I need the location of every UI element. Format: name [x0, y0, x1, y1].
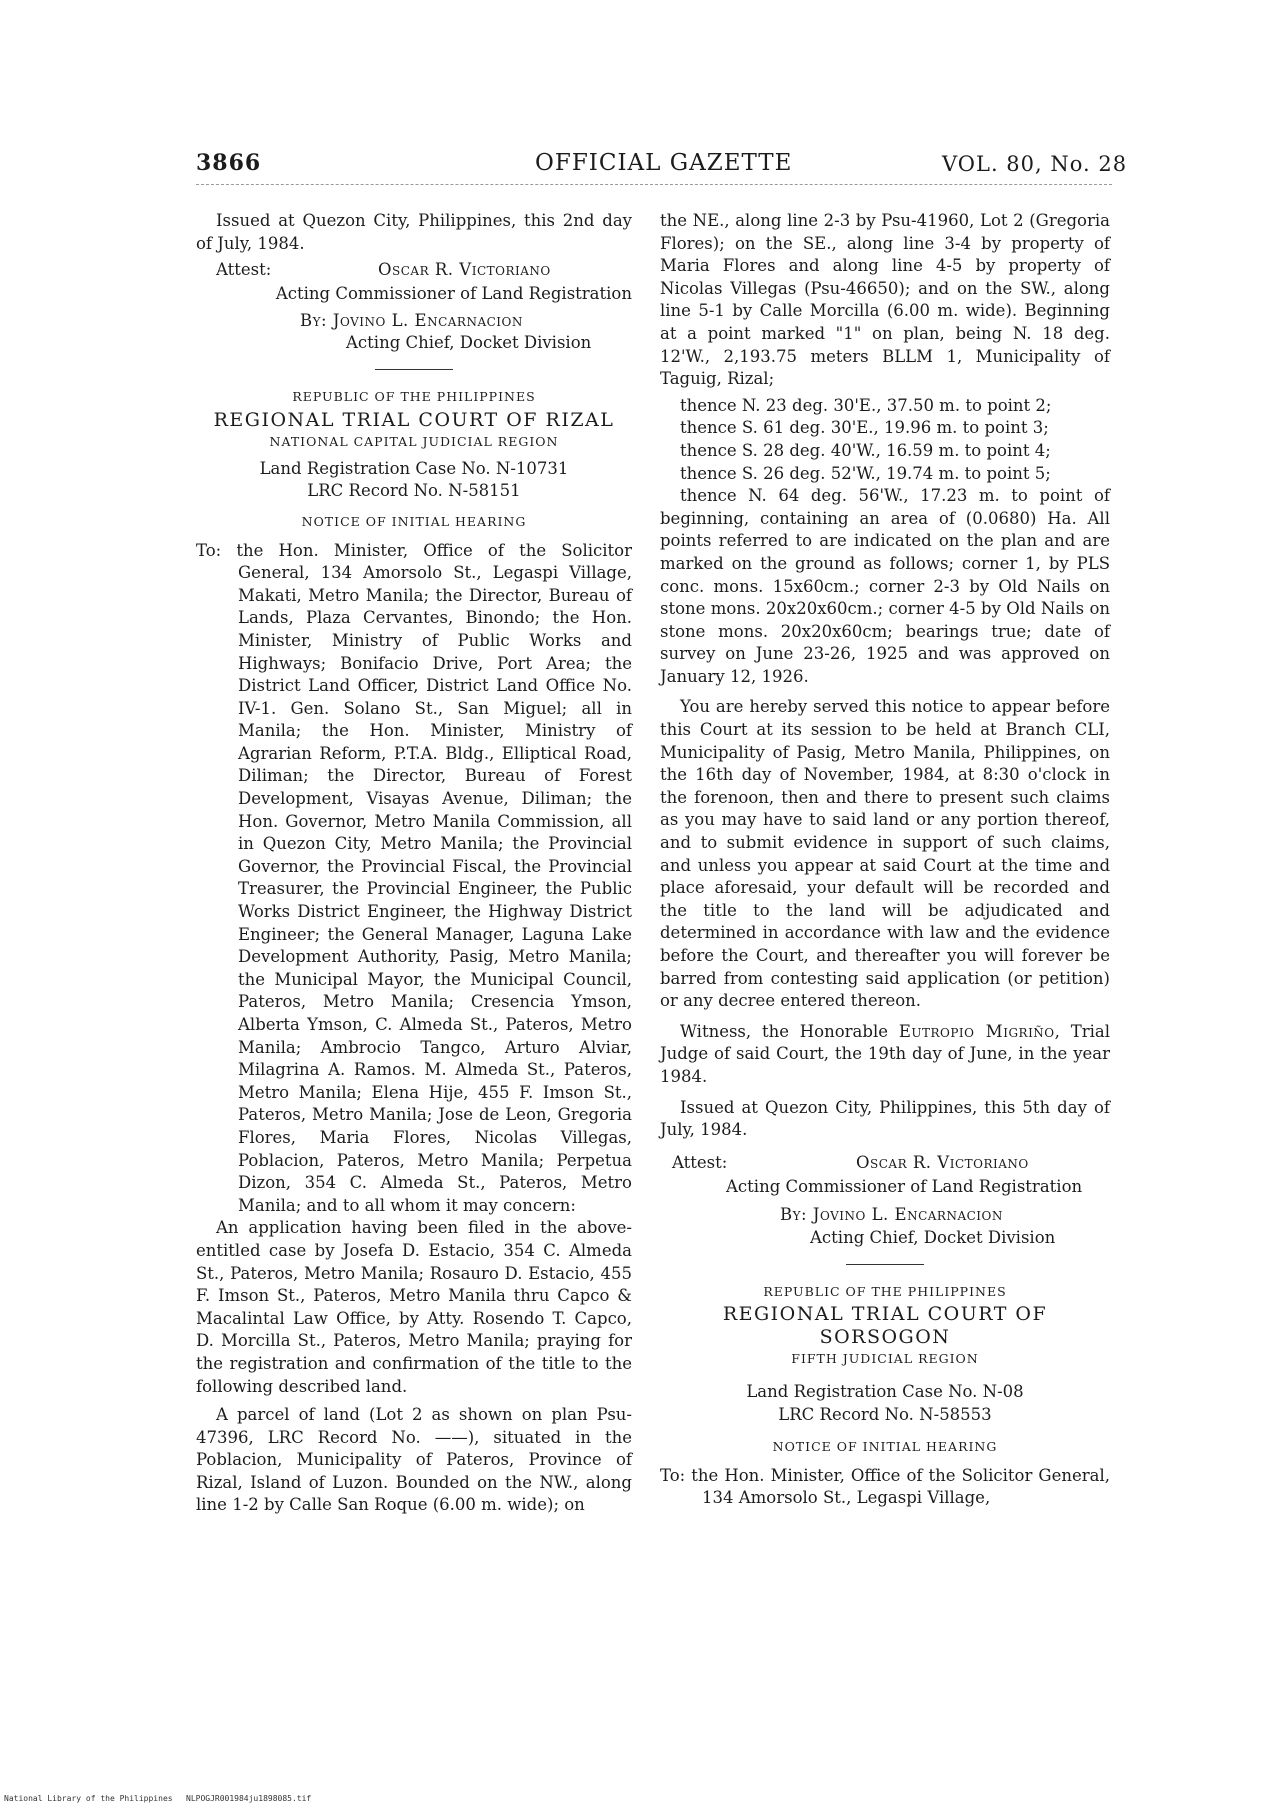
attest-title: Acting Commissioner of Land Registration	[275, 284, 632, 304]
to-paragraph: To: the Hon. Minister, Office of the Solicitor General, 134 Amorsolo St., Legaspi Village,	[660, 1465, 1110, 1508]
page-number: 3866	[196, 150, 262, 176]
lrc-record: LRC Record No. N-58553	[778, 1404, 992, 1424]
by-line: By: Jovino L. Encarnacion	[300, 310, 523, 330]
attest-label: Attest:	[216, 260, 272, 280]
notice-region: NATIONAL CAPITAL JUDICIAL REGION	[269, 434, 559, 450]
thence-line: thence S. 61 deg. 30'E., 19.96 m. to point 3;	[680, 418, 1049, 438]
header-rule	[196, 184, 1112, 185]
continuation-paragraph: the NE., along line 2-3 by Psu-41960, Lot 2 (Gregoria Flores); on the SE., along line 3-4 by property of Maria Flores and along line 4-5 by property of Nicolas Villegas (Psu-46650); and on the SW., along line 5-1 by Calle Morcilla (6.00 m. wide). Beginning at a point marked "1" on plan, being N. 18 deg. 12'W., 2,193.75 meters BLLM 1, Municipality of Taguig, Rizal;	[660, 211, 1110, 389]
issued-line: Issued at Quezon City, Philippines, this 2nd day of July, 1984.	[196, 211, 632, 253]
witness-paragraph	[660, 1021, 1110, 1089]
to-paragraph: To: the Hon. Minister, Office of the Solicitor General, 134 Amorsolo St., Legaspi Village, Makati, Metro Manila; the Director, Bureau of Lands, Plaza Cervantes, Binondo; the Hon. Minister, Ministry of Public Works and Highways; Bonifacio Drive, Port Area; the District Land Officer, District Land Office No. IV-1. Gen. Solano St., San Miguel; all in Manila; the Hon. Minister, Ministry of Agrarian Reform, P.T.A. Bldg., Elliptical Road, Diliman; the Director, Bureau of Forest Development, Visayas Avenue, Diliman; the Hon. Governor, Metro Manila Commission, all in Quezon City, Metro Manila; the Provincial Governor, the Provincial Fiscal, the Provincial Treasurer, the Provincial Engineer, the Public Works District Engineer, the Highway District Engineer; the General Manager, Laguna Lake Development Authority, Pasig, Metro Manila; the Municipal Mayor, the Municipal Council, Pateros, Metro Manila; Cresencia Ymson, Alberta Ymson, C. Almeda St., Pateros, Metro Manila; Ambrocio Tangco, Arturo Alviar, Milagrina A. Ramos. M. Almeda St., Pateros, Metro Manila; Elena Hije, 455 F. Imson St., Pateros, Metro Manila; Jose de Leon, Gregoria Flores, Maria Flores, Nicolas Villegas, Poblacion, Pateros, Metro Manila; Perpetua Dizon, 354 C. Almeda St., Pateros, Metro Manila; and to all whom it may concern:	[196, 540, 632, 1215]
thence-line: thence S. 28 deg. 40'W., 16.59 m. to point 4;	[680, 440, 1051, 460]
witness-pre: Witness, the Honorable	[680, 1021, 899, 1041]
notice-court: REGIONAL TRIAL COURT OF SORSOGON	[722, 1303, 1048, 1348]
left-column	[196, 210, 632, 1517]
case-number: Land Registration Case No. N-08	[746, 1381, 1024, 1401]
witness-post: , Trial Judge of said Court, the 19th day of June, in the year 1984.	[660, 1021, 1110, 1086]
attest-name: Oscar R. Victoriano	[378, 260, 551, 280]
issued-line: Issued at Quezon City, Philippines, this 5th day of July, 1984.	[660, 1097, 1110, 1140]
notice-region: FIFTH JUDICIAL REGION	[791, 1351, 979, 1367]
by-line: By: Jovino L. Encarnacion	[780, 1205, 1003, 1225]
section-divider	[375, 369, 453, 370]
parcel-paragraph: A parcel of land (Lot 2 as shown on plan Psu-47396, LRC Record No. ——), situated in the Poblacion, Municipality of Pateros, Province of Rizal, Island of Luzon. Bounded on the NW., along line 1-2 by Calle San Roque (6.00 m. wide); on	[196, 1405, 632, 1515]
served-paragraph: You are hereby served this notice to appear before this Court at its session to be held at Branch CLI, Municipality of Pasig, Metro Manila, Philippines, on the 16th day of November, 1984, at 8:30 o'clock in the forenoon, then and there to present such claims as you may have to said land or any portion thereof, and to submit evidence in support of such claims, and unless you appear at said Court at the time and place aforesaid, your default will be recorded and the title to the land will be adjudicated and determined in accordance with law and the evidence before the Court, and thereafter you will forever be barred from contesting said application (or petition) or any decree entered thereon.	[660, 697, 1110, 1011]
scan-filename: NLPOGJR001984ju1898085.tif	[186, 1794, 312, 1803]
notice-court: REGIONAL TRIAL COURT OF RIZAL	[213, 408, 615, 431]
notice-heading: NOTICE OF INITIAL HEARING	[301, 513, 527, 529]
by-title: Acting Chief, Docket Division	[810, 1227, 1056, 1247]
attest-line	[196, 259, 632, 283]
attest-label: Attest:	[672, 1152, 728, 1172]
thence-line: thence S. 26 deg. 52'W., 19.74 m. to point 5;	[680, 463, 1051, 483]
section-divider	[846, 1264, 924, 1265]
notice-republic: REPUBLIC OF THE PHILIPPINES	[763, 1283, 1007, 1299]
gazette-title: OFFICIAL GAZETTE	[535, 150, 793, 176]
by-title: Acting Chief, Docket Division	[346, 333, 592, 353]
attest-line	[660, 1152, 1110, 1176]
case-number: Land Registration Case No. N-10731	[259, 458, 569, 478]
thence-line: thence N. 23 deg. 30'E., 37.50 m. to point 2;	[680, 395, 1052, 415]
thence-last-paragraph: thence N. 64 deg. 56'W., 17.23 m. to point of beginning, containing an area of (0.0680) Ha. All points referred to are indicated on the plan and are marked on the ground as follows; corner 1, by PLS conc. mons. 15x60cm.; corner 2-3 by Old Nails on stone mons. 20x20x60cm.; corner 4-5 by Old Nails on stone mons. 20x20x60cm; bearings true; date of survey on June 23-26, 1925 and was approved on January 12, 1926.	[660, 486, 1110, 686]
right-column	[660, 210, 1110, 1510]
lrc-record: LRC Record No. N-58151	[307, 481, 521, 501]
library-credit: National Library of the Philippines	[4, 1794, 173, 1803]
application-paragraph: An application having been filed in the above-entitled case by Josefa D. Estacio, 354 C. Almeda St., Pateros, Metro Manila; Rosauro D. Estacio, 455 F. Imson St., Pateros, Metro Manila thru Capco & Macalintal Law Office, by Atty. Rosendo T. Capco, D. Morcilla St., Pateros, Metro Manila; praying for the registration and confirmation of the title to the following described land.	[196, 1218, 632, 1396]
notice-republic: REPUBLIC OF THE PHILIPPINES	[292, 388, 536, 404]
attest-name: Oscar R. Victoriano	[856, 1152, 1029, 1172]
attest-title: Acting Commissioner of Land Registration	[726, 1176, 1083, 1196]
notice-heading: NOTICE OF INITIAL HEARING	[772, 1439, 998, 1455]
volume-number: VOL. 80, No. 28	[942, 152, 1128, 176]
witness-name: Eutropio Migriño	[898, 1021, 1055, 1041]
